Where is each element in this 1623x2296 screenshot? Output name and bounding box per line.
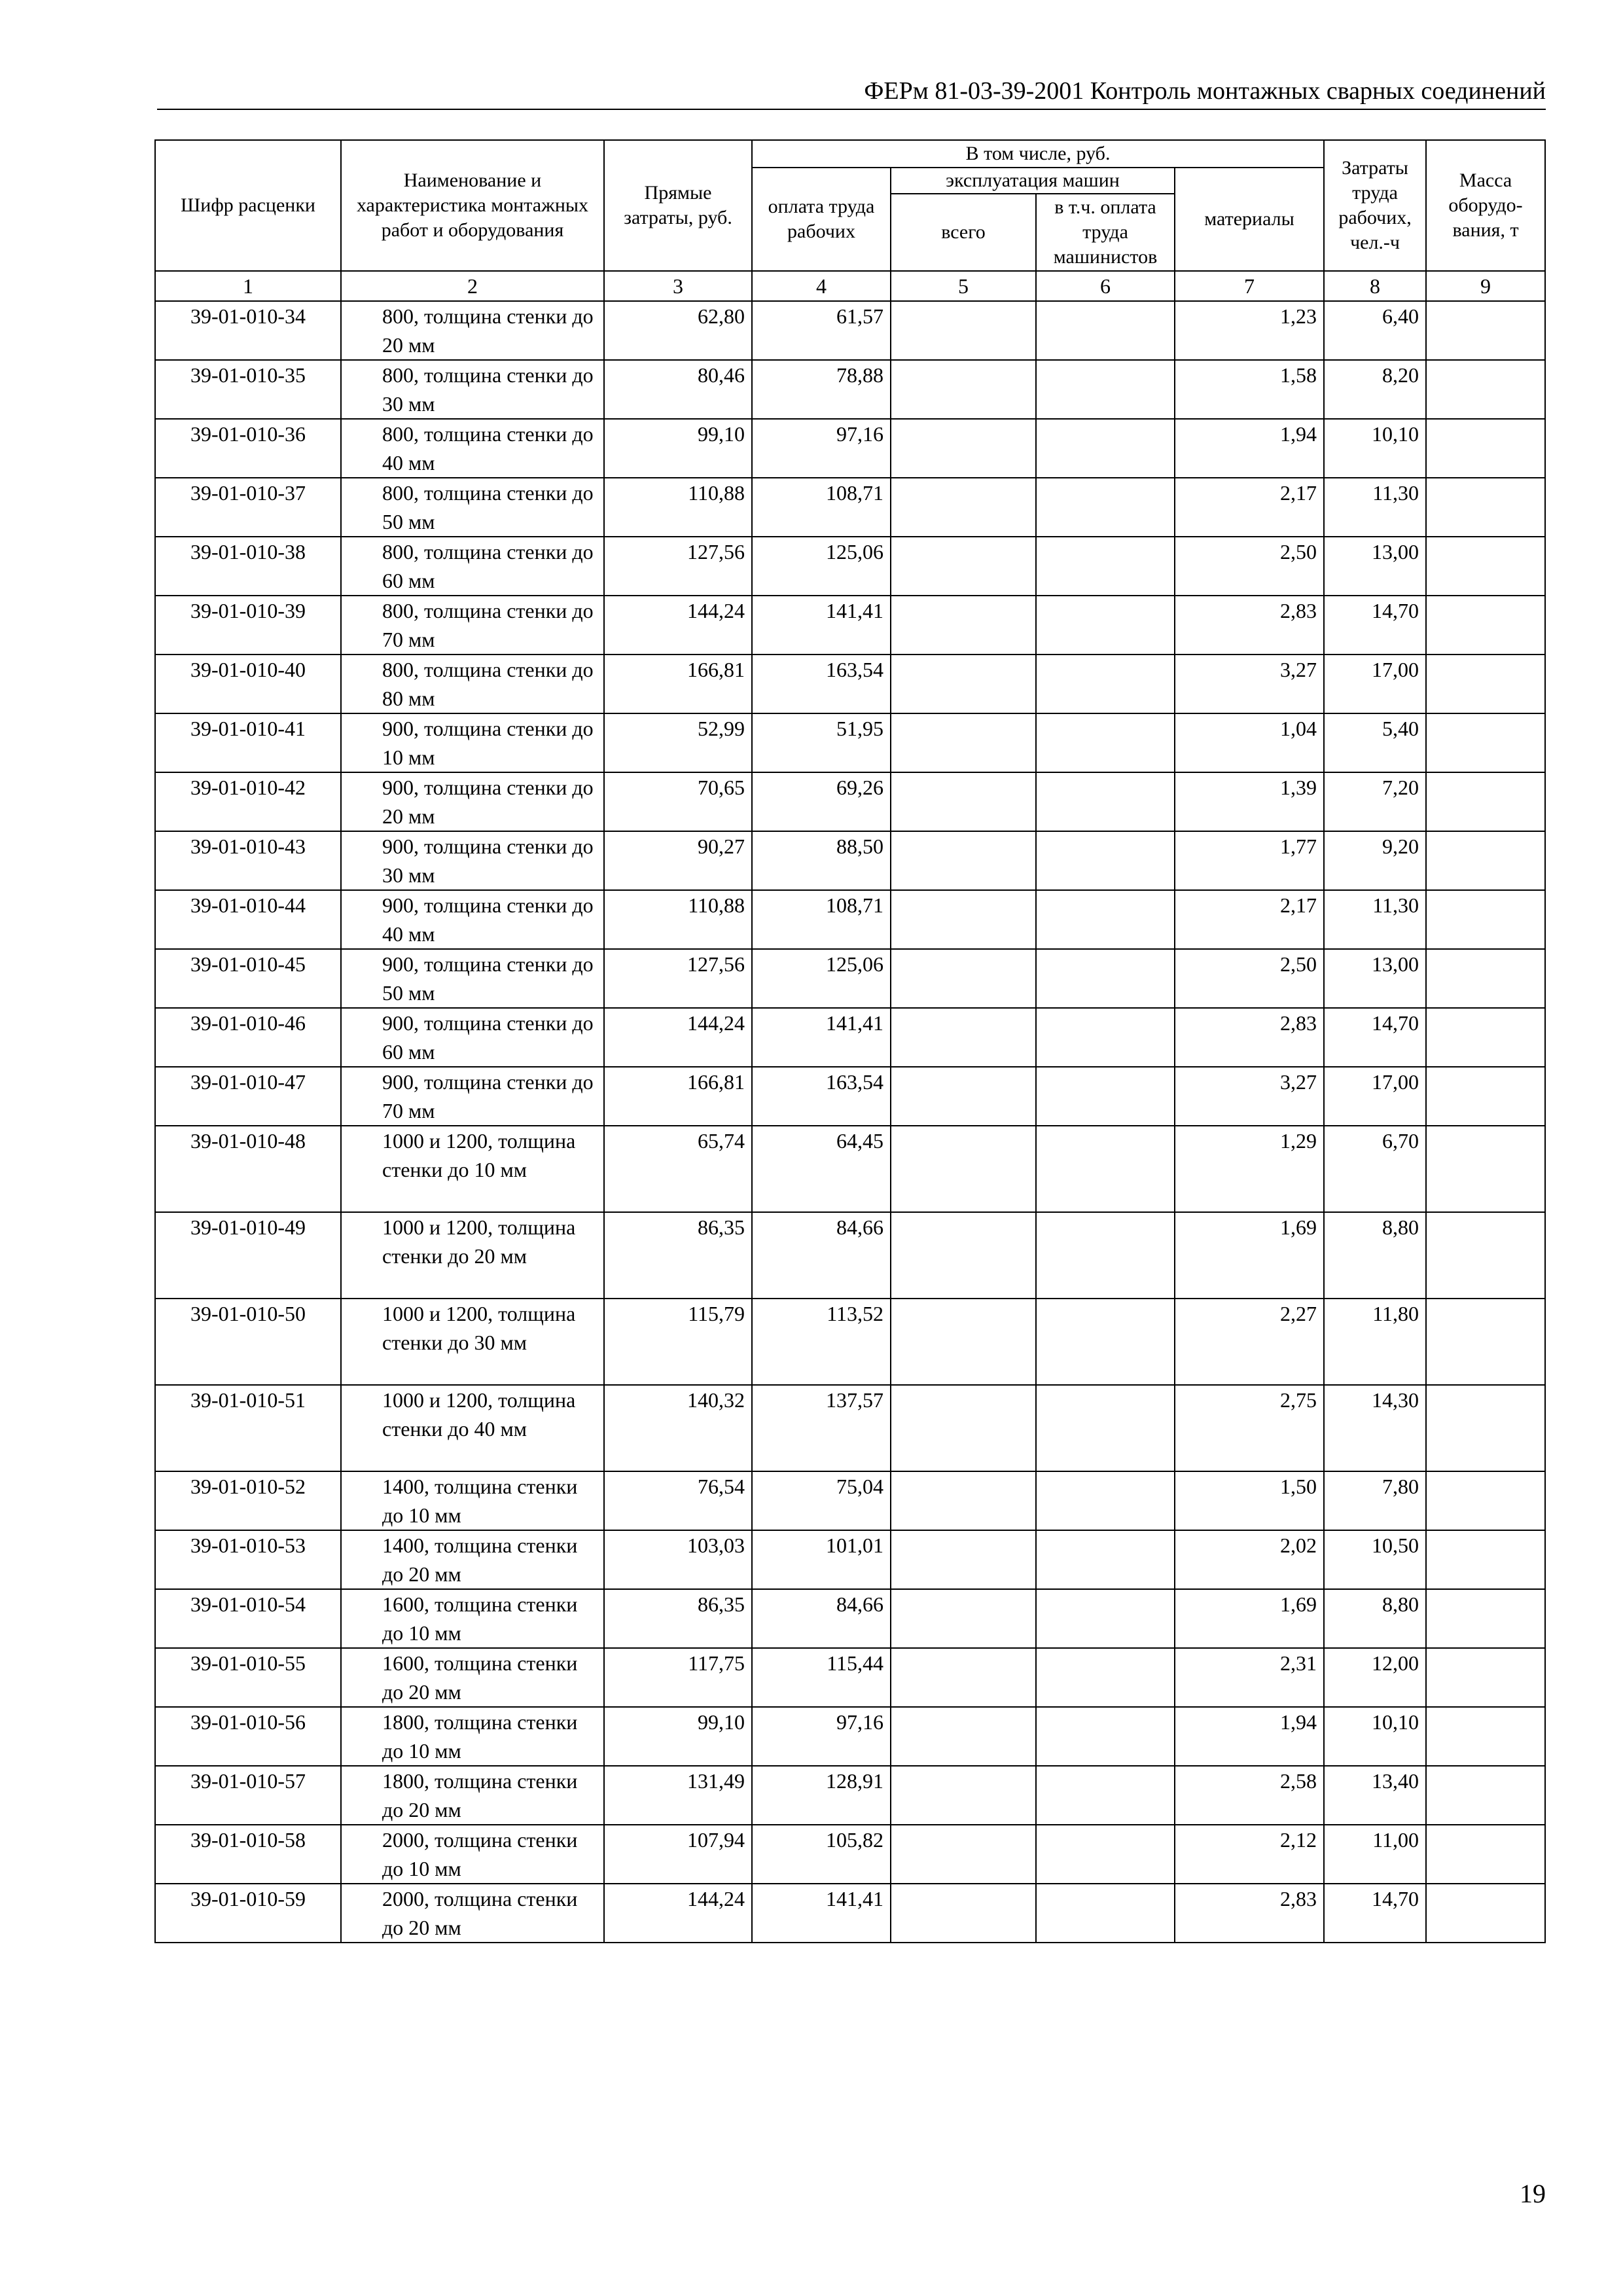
- machine-operators-cell: [1036, 1648, 1175, 1707]
- machine-total-cell: [891, 1067, 1036, 1126]
- labor-hours-cell: 14,70: [1324, 596, 1426, 655]
- table-row: [155, 1884, 1545, 1943]
- header-machine-total: всего: [891, 194, 1036, 271]
- header-materials: материалы: [1175, 168, 1324, 271]
- machine-operators-cell: [1036, 772, 1175, 831]
- rate-code-cell: 39-01-010-47: [155, 1067, 341, 1126]
- rate-code-cell: 39-01-010-37: [155, 478, 341, 537]
- rate-code-cell: 39-01-010-51: [155, 1385, 341, 1471]
- column-number: 1: [155, 271, 341, 301]
- labor-wages-cell: 125,06: [752, 949, 891, 1008]
- machine-total-cell: [891, 1825, 1036, 1884]
- rate-code-cell: 39-01-010-53: [155, 1530, 341, 1589]
- work-name-cell: 1400, толщина стенки до 10 мм: [341, 1471, 604, 1530]
- machine-total-cell: [891, 1648, 1036, 1707]
- labor-hours-cell: 14,70: [1324, 1008, 1426, 1067]
- column-number: 7: [1175, 271, 1324, 301]
- column-number: 9: [1426, 271, 1545, 301]
- machine-total-cell: [891, 1212, 1036, 1299]
- labor-hours-cell: 10,50: [1324, 1530, 1426, 1589]
- direct-costs-cell: 110,88: [604, 890, 752, 949]
- work-name-cell: 800, толщина стенки до 20 мм: [341, 301, 604, 360]
- materials-cell: 1,94: [1175, 1707, 1324, 1766]
- equipment-mass-cell: [1426, 772, 1545, 831]
- equipment-mass-cell: [1426, 478, 1545, 537]
- labor-wages-cell: 163,54: [752, 655, 891, 713]
- equipment-mass-cell: [1426, 1126, 1545, 1212]
- work-name-cell: 2000, толщина стенки до 10 мм: [341, 1825, 604, 1884]
- direct-costs-cell: 86,35: [604, 1212, 752, 1299]
- labor-wages-cell: 64,45: [752, 1126, 891, 1212]
- machine-total-cell: [891, 1008, 1036, 1067]
- machine-total-cell: [891, 655, 1036, 713]
- machine-total-cell: [891, 1299, 1036, 1385]
- labor-hours-cell: 12,00: [1324, 1648, 1426, 1707]
- materials-cell: 2,12: [1175, 1825, 1324, 1884]
- materials-cell: 1,58: [1175, 360, 1324, 419]
- labor-hours-cell: 14,30: [1324, 1385, 1426, 1471]
- header-labor-hours: Затраты труда рабочих, чел.-ч: [1324, 140, 1426, 271]
- equipment-mass-cell: [1426, 1766, 1545, 1825]
- direct-costs-cell: 103,03: [604, 1530, 752, 1589]
- equipment-mass-cell: [1426, 1299, 1545, 1385]
- table-row: [155, 1299, 1545, 1385]
- machine-total-cell: [891, 1126, 1036, 1212]
- materials-cell: 3,27: [1175, 655, 1324, 713]
- direct-costs-cell: 99,10: [604, 419, 752, 478]
- materials-cell: 2,02: [1175, 1530, 1324, 1589]
- work-name-cell: 800, толщина стенки до 80 мм: [341, 655, 604, 713]
- table-row: [155, 360, 1545, 419]
- direct-costs-cell: 99,10: [604, 1707, 752, 1766]
- equipment-mass-cell: [1426, 831, 1545, 890]
- materials-cell: 2,17: [1175, 890, 1324, 949]
- equipment-mass-cell: [1426, 713, 1545, 772]
- labor-hours-cell: 8,80: [1324, 1589, 1426, 1648]
- header-direct-costs: Прямые затраты, руб.: [604, 140, 752, 271]
- machine-total-cell: [891, 1707, 1036, 1766]
- direct-costs-cell: 140,32: [604, 1385, 752, 1471]
- labor-wages-cell: 75,04: [752, 1471, 891, 1530]
- direct-costs-cell: 127,56: [604, 949, 752, 1008]
- labor-hours-cell: 13,00: [1324, 949, 1426, 1008]
- direct-costs-cell: 115,79: [604, 1299, 752, 1385]
- machine-operators-cell: [1036, 831, 1175, 890]
- labor-wages-cell: 84,66: [752, 1212, 891, 1299]
- materials-cell: 1,69: [1175, 1589, 1324, 1648]
- materials-cell: 1,77: [1175, 831, 1324, 890]
- direct-costs-cell: 127,56: [604, 537, 752, 596]
- work-name-cell: 800, толщина стенки до 40 мм: [341, 419, 604, 478]
- machine-total-cell: [891, 1471, 1036, 1530]
- labor-wages-cell: 97,16: [752, 419, 891, 478]
- rate-code-cell: 39-01-010-35: [155, 360, 341, 419]
- labor-hours-cell: 17,00: [1324, 655, 1426, 713]
- machine-operators-cell: [1036, 478, 1175, 537]
- work-name-cell: 800, толщина стенки до 30 мм: [341, 360, 604, 419]
- table-row: [155, 1067, 1545, 1126]
- direct-costs-cell: 144,24: [604, 596, 752, 655]
- work-name-cell: 900, толщина стенки до 70 мм: [341, 1067, 604, 1126]
- rates-table: [154, 139, 1546, 1943]
- rate-code-cell: 39-01-010-44: [155, 890, 341, 949]
- materials-cell: 1,23: [1175, 301, 1324, 360]
- materials-cell: 2,17: [1175, 478, 1324, 537]
- materials-cell: 1,04: [1175, 713, 1324, 772]
- labor-hours-cell: 6,40: [1324, 301, 1426, 360]
- labor-wages-cell: 78,88: [752, 360, 891, 419]
- table-row: [155, 831, 1545, 890]
- machine-operators-cell: [1036, 1126, 1175, 1212]
- machine-operators-cell: [1036, 1884, 1175, 1943]
- table-row: [155, 1766, 1545, 1825]
- rate-code-cell: 39-01-010-42: [155, 772, 341, 831]
- column-number-row: [155, 271, 1545, 301]
- work-name-cell: 800, толщина стенки до 50 мм: [341, 478, 604, 537]
- rate-code-cell: 39-01-010-34: [155, 301, 341, 360]
- materials-cell: 3,27: [1175, 1067, 1324, 1126]
- materials-cell: 2,50: [1175, 949, 1324, 1008]
- table-row: [155, 949, 1545, 1008]
- equipment-mass-cell: [1426, 1212, 1545, 1299]
- materials-cell: 2,83: [1175, 1008, 1324, 1067]
- machine-total-cell: [891, 360, 1036, 419]
- labor-wages-cell: 105,82: [752, 1825, 891, 1884]
- machine-operators-cell: [1036, 655, 1175, 713]
- rate-code-cell: 39-01-010-59: [155, 1884, 341, 1943]
- rate-code-cell: 39-01-010-48: [155, 1126, 341, 1212]
- machine-operators-cell: [1036, 890, 1175, 949]
- direct-costs-cell: 86,35: [604, 1589, 752, 1648]
- column-number: 3: [604, 271, 752, 301]
- labor-wages-cell: 141,41: [752, 1884, 891, 1943]
- labor-hours-cell: 10,10: [1324, 1707, 1426, 1766]
- machine-operators-cell: [1036, 1008, 1175, 1067]
- table-row: [155, 772, 1545, 831]
- column-number: 5: [891, 271, 1036, 301]
- rate-code-cell: 39-01-010-58: [155, 1825, 341, 1884]
- work-name-cell: 1000 и 1200, толщина стенки до 20 мм: [341, 1212, 604, 1299]
- machine-operators-cell: [1036, 1707, 1175, 1766]
- work-name-cell: 1000 и 1200, толщина стенки до 30 мм: [341, 1299, 604, 1385]
- machine-operators-cell: [1036, 301, 1175, 360]
- rate-code-cell: 39-01-010-39: [155, 596, 341, 655]
- labor-wages-cell: 141,41: [752, 1008, 891, 1067]
- table-row: [155, 1126, 1545, 1212]
- work-name-cell: 1000 и 1200, толщина стенки до 40 мм: [341, 1385, 604, 1471]
- direct-costs-cell: 166,81: [604, 655, 752, 713]
- materials-cell: 2,83: [1175, 596, 1324, 655]
- rate-code-cell: 39-01-010-40: [155, 655, 341, 713]
- machine-operators-cell: [1036, 1766, 1175, 1825]
- labor-wages-cell: 97,16: [752, 1707, 891, 1766]
- work-name-cell: 900, толщина стенки до 40 мм: [341, 890, 604, 949]
- work-name-cell: 900, толщина стенки до 50 мм: [341, 949, 604, 1008]
- equipment-mass-cell: [1426, 1648, 1545, 1707]
- page-header: [157, 73, 1546, 110]
- materials-cell: 1,50: [1175, 1471, 1324, 1530]
- machine-total-cell: [891, 596, 1036, 655]
- materials-cell: 2,27: [1175, 1299, 1324, 1385]
- labor-hours-cell: 14,70: [1324, 1884, 1426, 1943]
- machine-total-cell: [891, 537, 1036, 596]
- table-row: [155, 537, 1545, 596]
- equipment-mass-cell: [1426, 1008, 1545, 1067]
- rate-code-cell: 39-01-010-55: [155, 1648, 341, 1707]
- rate-code-cell: 39-01-010-43: [155, 831, 341, 890]
- work-name-cell: 900, толщина стенки до 60 мм: [341, 1008, 604, 1067]
- page-header-title: ФЕРм 81-03-39-2001 Контроль монтажных сварных соединений: [864, 77, 1546, 105]
- equipment-mass-cell: [1426, 537, 1545, 596]
- work-name-cell: 900, толщина стенки до 20 мм: [341, 772, 604, 831]
- materials-cell: 2,50: [1175, 537, 1324, 596]
- work-name-cell: 1000 и 1200, толщина стенки до 10 мм: [341, 1126, 604, 1212]
- table-row: [155, 301, 1545, 360]
- header-equipment-mass: Масса оборудо- вания, т: [1426, 140, 1545, 271]
- equipment-mass-cell: [1426, 1067, 1545, 1126]
- labor-hours-cell: 7,80: [1324, 1471, 1426, 1530]
- direct-costs-cell: 76,54: [604, 1471, 752, 1530]
- labor-wages-cell: 137,57: [752, 1385, 891, 1471]
- direct-costs-cell: 131,49: [604, 1766, 752, 1825]
- direct-costs-cell: 144,24: [604, 1008, 752, 1067]
- machine-operators-cell: [1036, 596, 1175, 655]
- rates-table-body: [155, 301, 1545, 1943]
- direct-costs-cell: 90,27: [604, 831, 752, 890]
- work-name-cell: 2000, толщина стенки до 20 мм: [341, 1884, 604, 1943]
- equipment-mass-cell: [1426, 360, 1545, 419]
- labor-hours-cell: 5,40: [1324, 713, 1426, 772]
- labor-wages-cell: 128,91: [752, 1766, 891, 1825]
- work-name-cell: 1600, толщина стенки до 10 мм: [341, 1589, 604, 1648]
- machine-total-cell: [891, 772, 1036, 831]
- labor-hours-cell: 13,00: [1324, 537, 1426, 596]
- labor-wages-cell: 101,01: [752, 1530, 891, 1589]
- machine-total-cell: [891, 890, 1036, 949]
- labor-wages-cell: 61,57: [752, 301, 891, 360]
- machine-operators-cell: [1036, 1825, 1175, 1884]
- machine-total-cell: [891, 1884, 1036, 1943]
- machine-total-cell: [891, 1385, 1036, 1471]
- rate-code-cell: 39-01-010-49: [155, 1212, 341, 1299]
- rate-code-cell: 39-01-010-52: [155, 1471, 341, 1530]
- machine-total-cell: [891, 1530, 1036, 1589]
- rate-code-cell: 39-01-010-57: [155, 1766, 341, 1825]
- work-name-cell: 900, толщина стенки до 30 мм: [341, 831, 604, 890]
- work-name-cell: 800, толщина стенки до 70 мм: [341, 596, 604, 655]
- machine-operators-cell: [1036, 1471, 1175, 1530]
- work-name-cell: 900, толщина стенки до 10 мм: [341, 713, 604, 772]
- machine-total-cell: [891, 419, 1036, 478]
- rate-code-cell: 39-01-010-41: [155, 713, 341, 772]
- equipment-mass-cell: [1426, 1825, 1545, 1884]
- rate-code-cell: 39-01-010-56: [155, 1707, 341, 1766]
- labor-hours-cell: 11,30: [1324, 890, 1426, 949]
- table-row: [155, 1707, 1545, 1766]
- materials-cell: 2,58: [1175, 1766, 1324, 1825]
- labor-wages-cell: 108,71: [752, 478, 891, 537]
- materials-cell: 1,39: [1175, 772, 1324, 831]
- labor-hours-cell: 10,10: [1324, 419, 1426, 478]
- column-number: 2: [341, 271, 604, 301]
- header-including: В том числе, руб.: [752, 140, 1324, 168]
- materials-cell: 2,75: [1175, 1385, 1324, 1471]
- equipment-mass-cell: [1426, 890, 1545, 949]
- table-row: [155, 1008, 1545, 1067]
- direct-costs-cell: 65,74: [604, 1126, 752, 1212]
- machine-total-cell: [891, 301, 1036, 360]
- labor-hours-cell: 11,80: [1324, 1299, 1426, 1385]
- direct-costs-cell: 70,65: [604, 772, 752, 831]
- work-name-cell: 1600, толщина стенки до 20 мм: [341, 1648, 604, 1707]
- header-labor-wages: оплата труда рабочих: [752, 168, 891, 271]
- equipment-mass-cell: [1426, 1471, 1545, 1530]
- labor-hours-cell: 13,40: [1324, 1766, 1426, 1825]
- direct-costs-cell: 144,24: [604, 1884, 752, 1943]
- direct-costs-cell: 107,94: [604, 1825, 752, 1884]
- machine-operators-cell: [1036, 1212, 1175, 1299]
- table-row: [155, 1589, 1545, 1648]
- rate-code-cell: 39-01-010-50: [155, 1299, 341, 1385]
- labor-wages-cell: 125,06: [752, 537, 891, 596]
- table-row: [155, 713, 1545, 772]
- equipment-mass-cell: [1426, 301, 1545, 360]
- header-machine-operators-wages: в т.ч. оплата труда машинистов: [1036, 194, 1175, 271]
- column-number: 4: [752, 271, 891, 301]
- column-number: 6: [1036, 271, 1175, 301]
- table-row: [155, 596, 1545, 655]
- direct-costs-cell: 117,75: [604, 1648, 752, 1707]
- labor-wages-cell: 69,26: [752, 772, 891, 831]
- header-machine-operation: эксплуатация машин: [891, 168, 1175, 194]
- equipment-mass-cell: [1426, 1884, 1545, 1943]
- labor-hours-cell: 9,20: [1324, 831, 1426, 890]
- table-row: [155, 890, 1545, 949]
- table-row: [155, 1648, 1545, 1707]
- labor-hours-cell: 11,30: [1324, 478, 1426, 537]
- direct-costs-cell: 52,99: [604, 713, 752, 772]
- labor-wages-cell: 163,54: [752, 1067, 891, 1126]
- table-row: [155, 1212, 1545, 1299]
- work-name-cell: 1800, толщина стенки до 10 мм: [341, 1707, 604, 1766]
- labor-hours-cell: 7,20: [1324, 772, 1426, 831]
- machine-operators-cell: [1036, 713, 1175, 772]
- machine-operators-cell: [1036, 1589, 1175, 1648]
- materials-cell: 2,31: [1175, 1648, 1324, 1707]
- materials-cell: 1,94: [1175, 419, 1324, 478]
- labor-hours-cell: 8,80: [1324, 1212, 1426, 1299]
- table-row: [155, 478, 1545, 537]
- rate-code-cell: 39-01-010-54: [155, 1589, 341, 1648]
- rate-code-cell: 39-01-010-38: [155, 537, 341, 596]
- labor-wages-cell: 108,71: [752, 890, 891, 949]
- equipment-mass-cell: [1426, 1530, 1545, 1589]
- machine-operators-cell: [1036, 537, 1175, 596]
- machine-total-cell: [891, 713, 1036, 772]
- labor-hours-cell: 6,70: [1324, 1126, 1426, 1212]
- table-row: [155, 655, 1545, 713]
- work-name-cell: 800, толщина стенки до 60 мм: [341, 537, 604, 596]
- equipment-mass-cell: [1426, 419, 1545, 478]
- labor-wages-cell: 51,95: [752, 713, 891, 772]
- rate-code-cell: 39-01-010-46: [155, 1008, 341, 1067]
- labor-wages-cell: 115,44: [752, 1648, 891, 1707]
- rate-code-cell: 39-01-010-45: [155, 949, 341, 1008]
- labor-wages-cell: 141,41: [752, 596, 891, 655]
- machine-total-cell: [891, 949, 1036, 1008]
- work-name-cell: 1800, толщина стенки до 20 мм: [341, 1766, 604, 1825]
- table-row: [155, 1385, 1545, 1471]
- machine-operators-cell: [1036, 949, 1175, 1008]
- header-code: Шифр расценки: [155, 140, 341, 271]
- table-row: [155, 1530, 1545, 1589]
- equipment-mass-cell: [1426, 1385, 1545, 1471]
- labor-hours-cell: 17,00: [1324, 1067, 1426, 1126]
- materials-cell: 1,29: [1175, 1126, 1324, 1212]
- direct-costs-cell: 62,80: [604, 301, 752, 360]
- machine-operators-cell: [1036, 1299, 1175, 1385]
- page-number: 19: [1520, 2179, 1546, 2208]
- machine-total-cell: [891, 478, 1036, 537]
- labor-wages-cell: 113,52: [752, 1299, 891, 1385]
- equipment-mass-cell: [1426, 1707, 1545, 1766]
- direct-costs-cell: 166,81: [604, 1067, 752, 1126]
- labor-wages-cell: 88,50: [752, 831, 891, 890]
- direct-costs-cell: 80,46: [604, 360, 752, 419]
- machine-operators-cell: [1036, 1067, 1175, 1126]
- materials-cell: 2,83: [1175, 1884, 1324, 1943]
- table-row: [155, 419, 1545, 478]
- machine-total-cell: [891, 1766, 1036, 1825]
- machine-operators-cell: [1036, 360, 1175, 419]
- machine-total-cell: [891, 1589, 1036, 1648]
- machine-operators-cell: [1036, 1385, 1175, 1471]
- labor-hours-cell: 8,20: [1324, 360, 1426, 419]
- machine-operators-cell: [1036, 419, 1175, 478]
- work-name-cell: 1400, толщина стенки до 20 мм: [341, 1530, 604, 1589]
- machine-total-cell: [891, 831, 1036, 890]
- rate-code-cell: 39-01-010-36: [155, 419, 341, 478]
- equipment-mass-cell: [1426, 949, 1545, 1008]
- equipment-mass-cell: [1426, 655, 1545, 713]
- equipment-mass-cell: [1426, 596, 1545, 655]
- labor-hours-cell: 11,00: [1324, 1825, 1426, 1884]
- labor-wages-cell: 84,66: [752, 1589, 891, 1648]
- header-name: Наименование и характеристика монтажных работ и оборудования: [341, 140, 604, 271]
- table-row: [155, 1825, 1545, 1884]
- direct-costs-cell: 110,88: [604, 478, 752, 537]
- equipment-mass-cell: [1426, 1589, 1545, 1648]
- table-row: [155, 1471, 1545, 1530]
- column-number: 8: [1324, 271, 1426, 301]
- materials-cell: 1,69: [1175, 1212, 1324, 1299]
- machine-operators-cell: [1036, 1530, 1175, 1589]
